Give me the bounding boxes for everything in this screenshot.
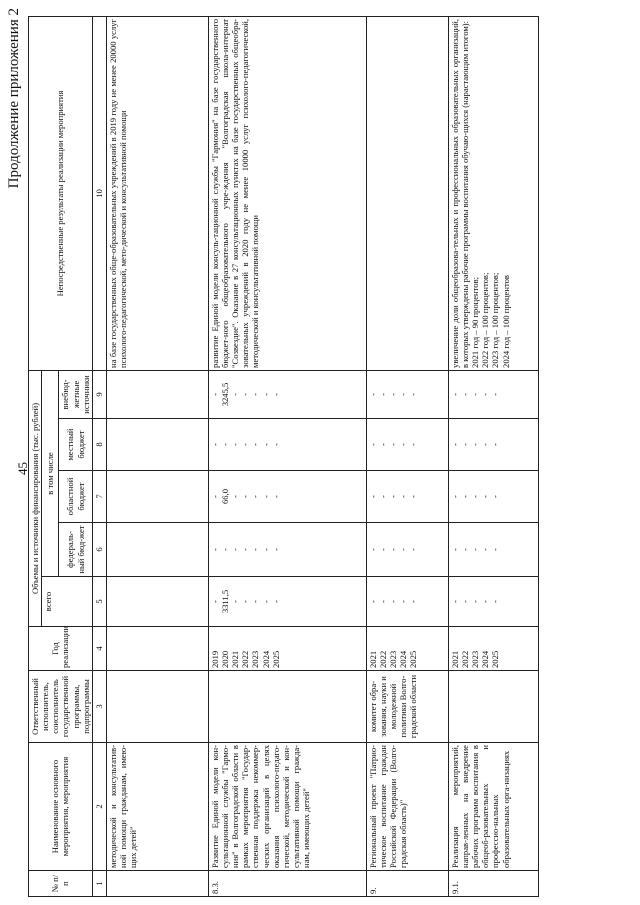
row-name: Развитие Единой модели кон-сультационной службы "Гармо-ния" в Волгоградской области в рамках мероприятия "Государ-ственная поддержка некоммер-ческих организаций в целях оказания психолого-педаго-гической, методической и кон-сультативной помощи гражда-нам, имеющих детей"	[208, 743, 366, 871]
row-total: - - - - -	[366, 577, 448, 627]
row-local: - - - - -	[366, 419, 448, 471]
row-total: - - - - -	[448, 577, 538, 627]
continuation-title: Продолжение приложения 2	[6, 8, 22, 189]
row-total: - 3311,5 - - - - -	[208, 577, 366, 627]
row-federal	[106, 523, 208, 577]
header-federal: федераль-ный бюд-жет	[59, 523, 92, 577]
row-local: - - - - - - -	[208, 419, 366, 471]
program-table	[28, 16, 539, 897]
header-year: Год реализации	[29, 627, 93, 671]
header-local: местный бюджет	[59, 419, 92, 471]
row-executor	[448, 671, 538, 743]
row-regional: - - - - -	[366, 471, 448, 523]
row-name: Региональный проект "Патрио-тическое воспитание граждан Российской Федерации (Волго-градская область)"	[366, 743, 448, 871]
row-regional	[106, 471, 208, 523]
page-number: 45	[15, 462, 30, 475]
col-number: 2	[92, 743, 106, 871]
row-local: - - - - -	[448, 419, 538, 471]
col-number: 4	[92, 627, 106, 671]
row-extrabudget: - - - - -	[366, 370, 448, 418]
header-financing: Объемы и источники финансирования (тыс. рублей)	[29, 370, 42, 626]
table-row	[448, 16, 538, 896]
col-number: 10	[92, 16, 106, 370]
header-including: в том числе	[42, 370, 59, 576]
table-row	[208, 16, 366, 896]
row-extrabudget: - - - - -	[448, 370, 538, 418]
col-number: 6	[92, 523, 106, 577]
row-executor	[106, 671, 208, 743]
row-name: Реализация мероприятий, направ-ленных на внедрение рабочих программ воспитания в общеоб-разовательных и профессио-нальных образовательных орга-низациях	[448, 743, 538, 871]
row-total	[106, 577, 208, 627]
row-executor: комитет обра-зования, науки и молодежной политики Волго-градской области	[366, 671, 448, 743]
row-executor	[208, 671, 366, 743]
col-number: 7	[92, 471, 106, 523]
table-row	[106, 16, 208, 896]
row-extrabudget	[106, 370, 208, 418]
row-federal: - - - - -	[448, 523, 538, 577]
row-years: 2021 2022 2023 2024 2025	[448, 627, 538, 671]
col-number: 8	[92, 419, 106, 471]
row-num: 9.	[366, 871, 448, 897]
row-regional: - - - - -	[448, 471, 538, 523]
row-extrabudget: - 3245,5 - - - - -	[208, 370, 366, 418]
row-name: методической и консультатив-ной помощи гражданам, имею-щих детей"	[106, 743, 208, 871]
table-row	[366, 16, 448, 896]
header-regional: областной бюджет	[59, 471, 92, 523]
row-num	[106, 871, 208, 897]
row-years: 2021 2022 2023 2024 2025	[366, 627, 448, 671]
row-result: развитие Единой модели консуль-тационной службы "Гармония" на базе государственного бюджет-ного общеобразовательного учре-ждения "Волгоградская школа-интернат "Созвездие". Оказание в 27 консультационных пунктах на базе государственных общеобра-зовательных учреждений в 2020 году не менее 10000 услуг психолого-педагогической, методической и консультативной помощи	[208, 16, 366, 370]
row-federal: - - - - - - -	[208, 523, 366, 577]
col-number: 9	[92, 370, 106, 418]
row-years: 2019 2020 2021 2022 2023 2024 2025	[208, 627, 366, 671]
row-federal: - - - - -	[366, 523, 448, 577]
col-number: 3	[92, 671, 106, 743]
header-num: № п/п	[29, 871, 93, 897]
row-regional: - 66,0 - - - - -	[208, 471, 366, 523]
row-years	[106, 627, 208, 671]
row-result: на базе государственных обще-образовательных учреждений в 2019 году не менее 20000 услуг психолого-педагогической, мето-дической и консультативной помощи	[106, 16, 208, 370]
row-result: увеличение доли общеобразова-тельных и профессиональных образовательных организаций, в которых утверждены рабочие программы воспитания обучаю-щихся (нарастающим итогом): 2021 год – 90 процентов; 2022 год – 100 процентов; 2023 год – 100 процентов; 2024 год – 100 процентов	[448, 16, 538, 370]
header-result: Непосредственные результаты реализации мероприятия	[29, 16, 93, 370]
row-num: 9.1.	[448, 871, 538, 897]
col-number: 5	[92, 577, 106, 627]
header-name: Наименование основного мероприятия, мероприятия	[29, 743, 93, 871]
row-result	[366, 16, 448, 370]
header-total: всего	[42, 577, 93, 627]
header-extrabudget: внебюд-жетные источники	[59, 370, 92, 418]
header-executor: Ответственный исполнитель, соисполнитель государственной программы, подпрограммы	[29, 671, 93, 743]
col-number: 1	[92, 871, 106, 897]
row-local	[106, 419, 208, 471]
row-num: 8.3.	[208, 871, 366, 897]
